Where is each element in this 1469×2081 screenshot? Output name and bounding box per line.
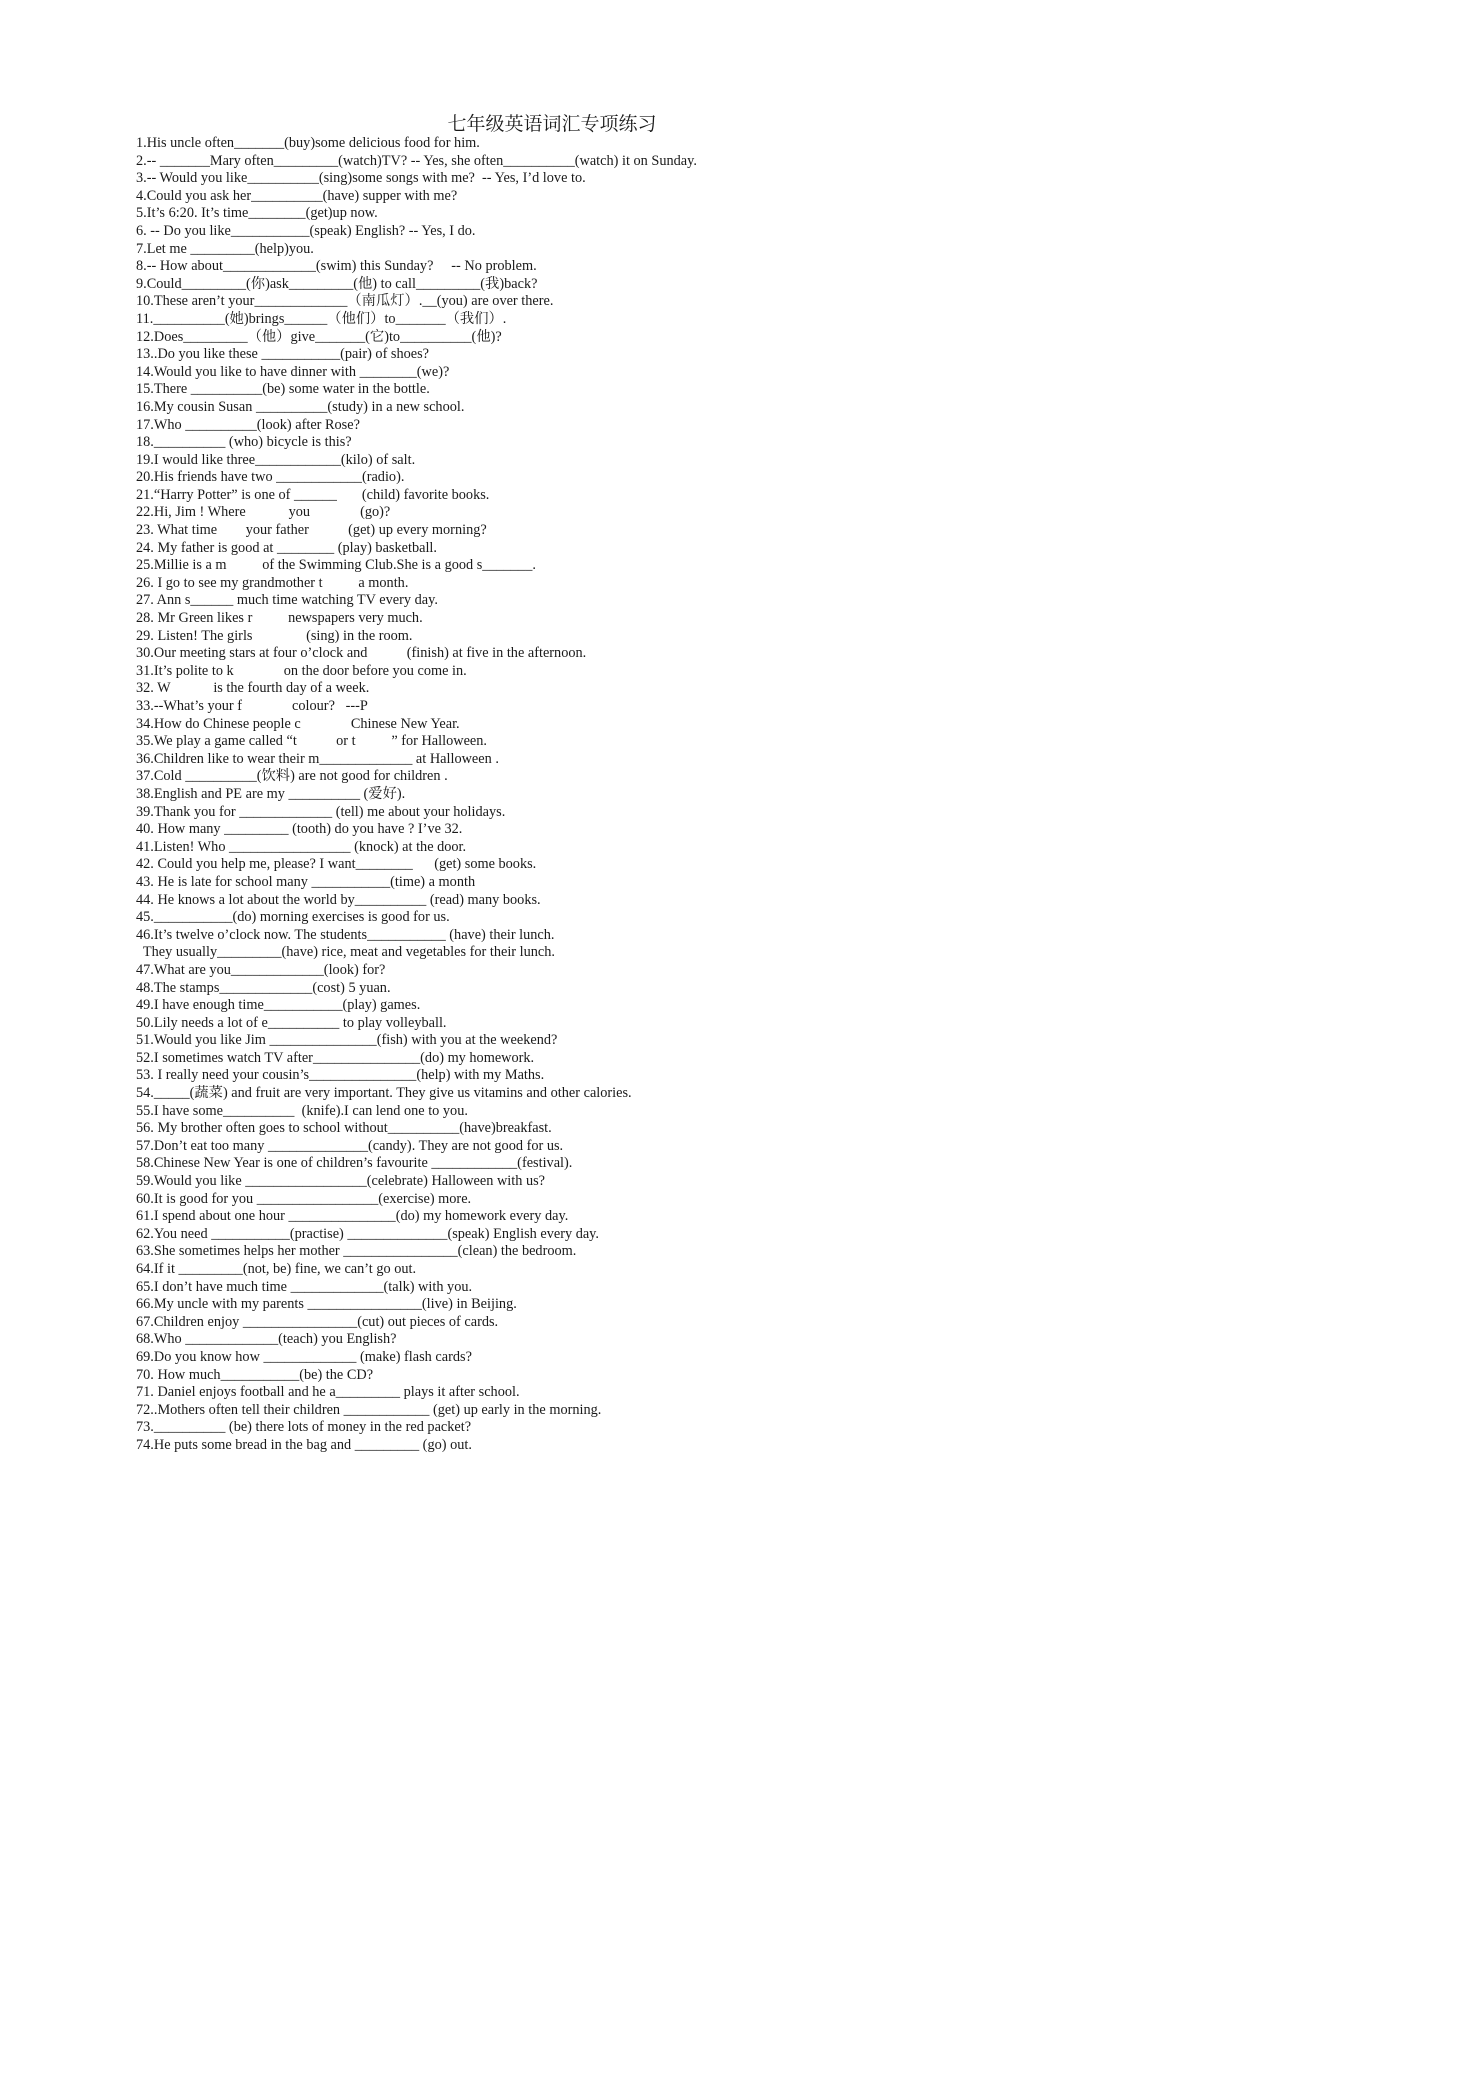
exercise-line: 42. Could you help me, please? I want________ (get) some books.	[136, 856, 537, 873]
exercise-line: 7.Let me _________(help)you.	[136, 240, 314, 257]
exercise-line: 68.Who _____________(teach) you English?	[136, 1331, 397, 1348]
exercise-line: 49.I have enough time___________(play) games.	[136, 997, 421, 1014]
exercise-line: 65.I don’t have much time _____________(talk) with you.	[136, 1278, 473, 1295]
exercise-line: 48.The stamps_____________(cost) 5 yuan.	[136, 979, 391, 996]
exercise-line: 12.Does_________（他）give_______(它)to__________(他)?	[136, 328, 502, 345]
exercise-line: 37.Cold __________(饮料) are not good for children .	[136, 768, 448, 785]
exercise-line: 62.You need ___________(practise) ______________(speak) English every day.	[136, 1225, 599, 1242]
exercise-line: 15.There __________(be) some water in the bottle.	[136, 381, 430, 398]
exercise-line: 44. He knows a lot about the world by__________ (read) many books.	[136, 891, 541, 908]
exercise-line: 34.How do Chinese people c Chinese New Year.	[136, 715, 460, 732]
exercise-line: 35.We play a game called “t or t ” for Halloween.	[136, 733, 487, 750]
exercise-line: 53. I really need your cousin’s_______________(help) with my Maths.	[136, 1067, 545, 1084]
exercise-line: 5.It’s 6:20. It’s time________(get)up now.	[136, 205, 378, 222]
exercise-line: 22.Hi, Jim ! Where you (go)?	[136, 504, 391, 521]
exercise-line: 45.___________(do) morning exercises is good for us.	[136, 909, 450, 926]
exercise-line: 72..Mothers often tell their children ____________ (get) up early in the morning.	[136, 1401, 602, 1418]
exercise-line: 56. My brother often goes to school without__________(have)breakfast.	[136, 1120, 552, 1137]
exercise-line: 57.Don’t eat too many ______________(candy). They are not good for us.	[136, 1137, 564, 1154]
exercise-line: 36.Children like to wear their m_____________ at Halloween .	[136, 750, 499, 767]
exercise-line: 63.She sometimes helps her mother ________________(clean) the bedroom.	[136, 1243, 577, 1260]
exercise-line: 52.I sometimes watch TV after_______________(do) my homework.	[136, 1049, 535, 1066]
exercise-line: 59.Would you like _________________(celebrate) Halloween with us?	[136, 1173, 545, 1190]
exercise-line: 14.Would you like to have dinner with ________(we)?	[136, 363, 450, 380]
exercise-line: 73.__________ (be) there lots of money in the red packet?	[136, 1419, 472, 1436]
exercise-line: 55.I have some__________ (knife).I can lend one to you.	[136, 1102, 468, 1119]
worksheet-title: 七年级英语词汇专项练习	[447, 114, 657, 135]
exercise-line: 16.My cousin Susan __________(study) in a new school.	[136, 398, 465, 415]
exercise-line: 66.My uncle with my parents ________________(live) in Beijing.	[136, 1296, 517, 1313]
exercise-line: 51.Would you like Jim _______________(fish) with you at the weekend?	[136, 1032, 558, 1049]
exercise-line: They usually_________(have) rice, meat and vegetables for their lunch.	[136, 944, 555, 961]
exercise-line: 11.__________(她)brings______（他们）to_______（我们）.	[136, 310, 507, 327]
exercise-line: 8.-- How about_____________(swim) this Sunday? -- No problem.	[136, 258, 537, 275]
exercise-line: 23. What time your father (get) up every morning?	[136, 522, 487, 539]
exercise-line: 27. Ann s______ much time watching TV every day.	[136, 592, 438, 609]
exercise-line: 6. -- Do you like___________(speak) English? -- Yes, I do.	[136, 222, 476, 239]
exercise-line: 46.It’s twelve o’clock now. The students___________ (have) their lunch.	[136, 926, 555, 943]
exercise-line: 31.It’s polite to k on the door before you come in.	[136, 662, 467, 679]
exercise-line: 67.Children enjoy ________________(cut) out pieces of cards.	[136, 1313, 499, 1330]
exercise-line: 39.Thank you for _____________ (tell) me about your holidays.	[136, 803, 506, 820]
exercise-line: 21.“Harry Potter” is one of ______ (child) favorite books.	[136, 486, 490, 503]
exercise-line: 41.Listen! Who _________________ (knock) at the door.	[136, 838, 467, 855]
exercise-line: 4.Could you ask her__________(have) supper with me?	[136, 187, 458, 204]
exercise-line: 17.Who __________(look) after Rose?	[136, 416, 360, 433]
exercise-line: 29. Listen! The girls (sing) in the room.	[136, 627, 413, 644]
exercise-line: 1.His uncle often_______(buy)some delicious food for him.	[136, 135, 480, 151]
exercise-line: 26. I go to see my grandmother t a month.	[136, 574, 409, 591]
exercise-line: 9.Could_________(你)ask_________(他) to call_________(我)back?	[136, 275, 538, 292]
exercise-line: 24. My father is good at ________ (play) basketball.	[136, 539, 437, 556]
exercise-line: 69.Do you know how _____________ (make) flash cards?	[136, 1348, 472, 1365]
exercise-line: 54._____(蔬菜) and fruit are very important. They give us vitamins and other calories.	[136, 1085, 632, 1102]
exercise-line: 70. How much___________(be) the CD?	[136, 1366, 374, 1383]
exercise-line: 2.-- _______Mary often_________(watch)TV? -- Yes, she often__________(watch) it on Sunday.	[136, 152, 697, 169]
exercise-line: 18.__________ (who) bicycle is this?	[136, 434, 352, 451]
exercise-line: 32. W is the fourth day of a week.	[136, 680, 370, 697]
exercise-line: 71. Daniel enjoys football and he a_________ plays it after school.	[136, 1384, 520, 1401]
exercise-line: 13..Do you like these ___________(pair) of shoes?	[136, 346, 430, 363]
exercise-line: 58.Chinese New Year is one of children’s favourite ____________(festival).	[136, 1155, 573, 1172]
exercise-line: 38.English and PE are my __________ (爱好).	[136, 785, 406, 802]
exercise-line: 43. He is late for school many ___________(time) a month	[136, 873, 476, 890]
exercise-line: 28. Mr Green likes r newspapers very much.	[136, 610, 423, 627]
exercise-line: 3.-- Would you like__________(sing)some songs with me? -- Yes, I’d love to.	[136, 170, 586, 187]
exercise-line: 47.What are you_____________(look) for?	[136, 961, 386, 978]
exercise-line: 25.Millie is a m of the Swimming Club.She is a good s_______.	[136, 557, 536, 574]
exercise-line: 61.I spend about one hour _______________(do) my homework every day.	[136, 1208, 569, 1225]
exercise-line: 20.His friends have two ____________(radio).	[136, 469, 405, 486]
exercise-line: 74.He puts some bread in the bag and _________ (go) out.	[136, 1436, 472, 1453]
exercise-line: 40. How many _________ (tooth) do you have ? I’ve 32.	[136, 821, 463, 838]
exercise-line: 64.If it _________(not, be) fine, we can’t go out.	[136, 1261, 417, 1277]
exercise-line: 33.--What’s your f colour? ---P	[136, 698, 368, 714]
exercise-line: 10.These aren’t your_____________（南瓜灯）.__(you) are over there.	[136, 293, 554, 310]
exercise-line: 60.It is good for you _________________(exercise) more.	[136, 1190, 472, 1207]
exercise-line: 19.I would like three____________(kilo) of salt.	[136, 451, 416, 468]
exercise-line: 50.Lily needs a lot of e__________ to play volleyball.	[136, 1014, 447, 1031]
exercise-list	[136, 135, 1036, 1455]
exercise-line: 30.Our meeting stars at four o’clock and (finish) at five in the afternoon.	[136, 645, 587, 662]
